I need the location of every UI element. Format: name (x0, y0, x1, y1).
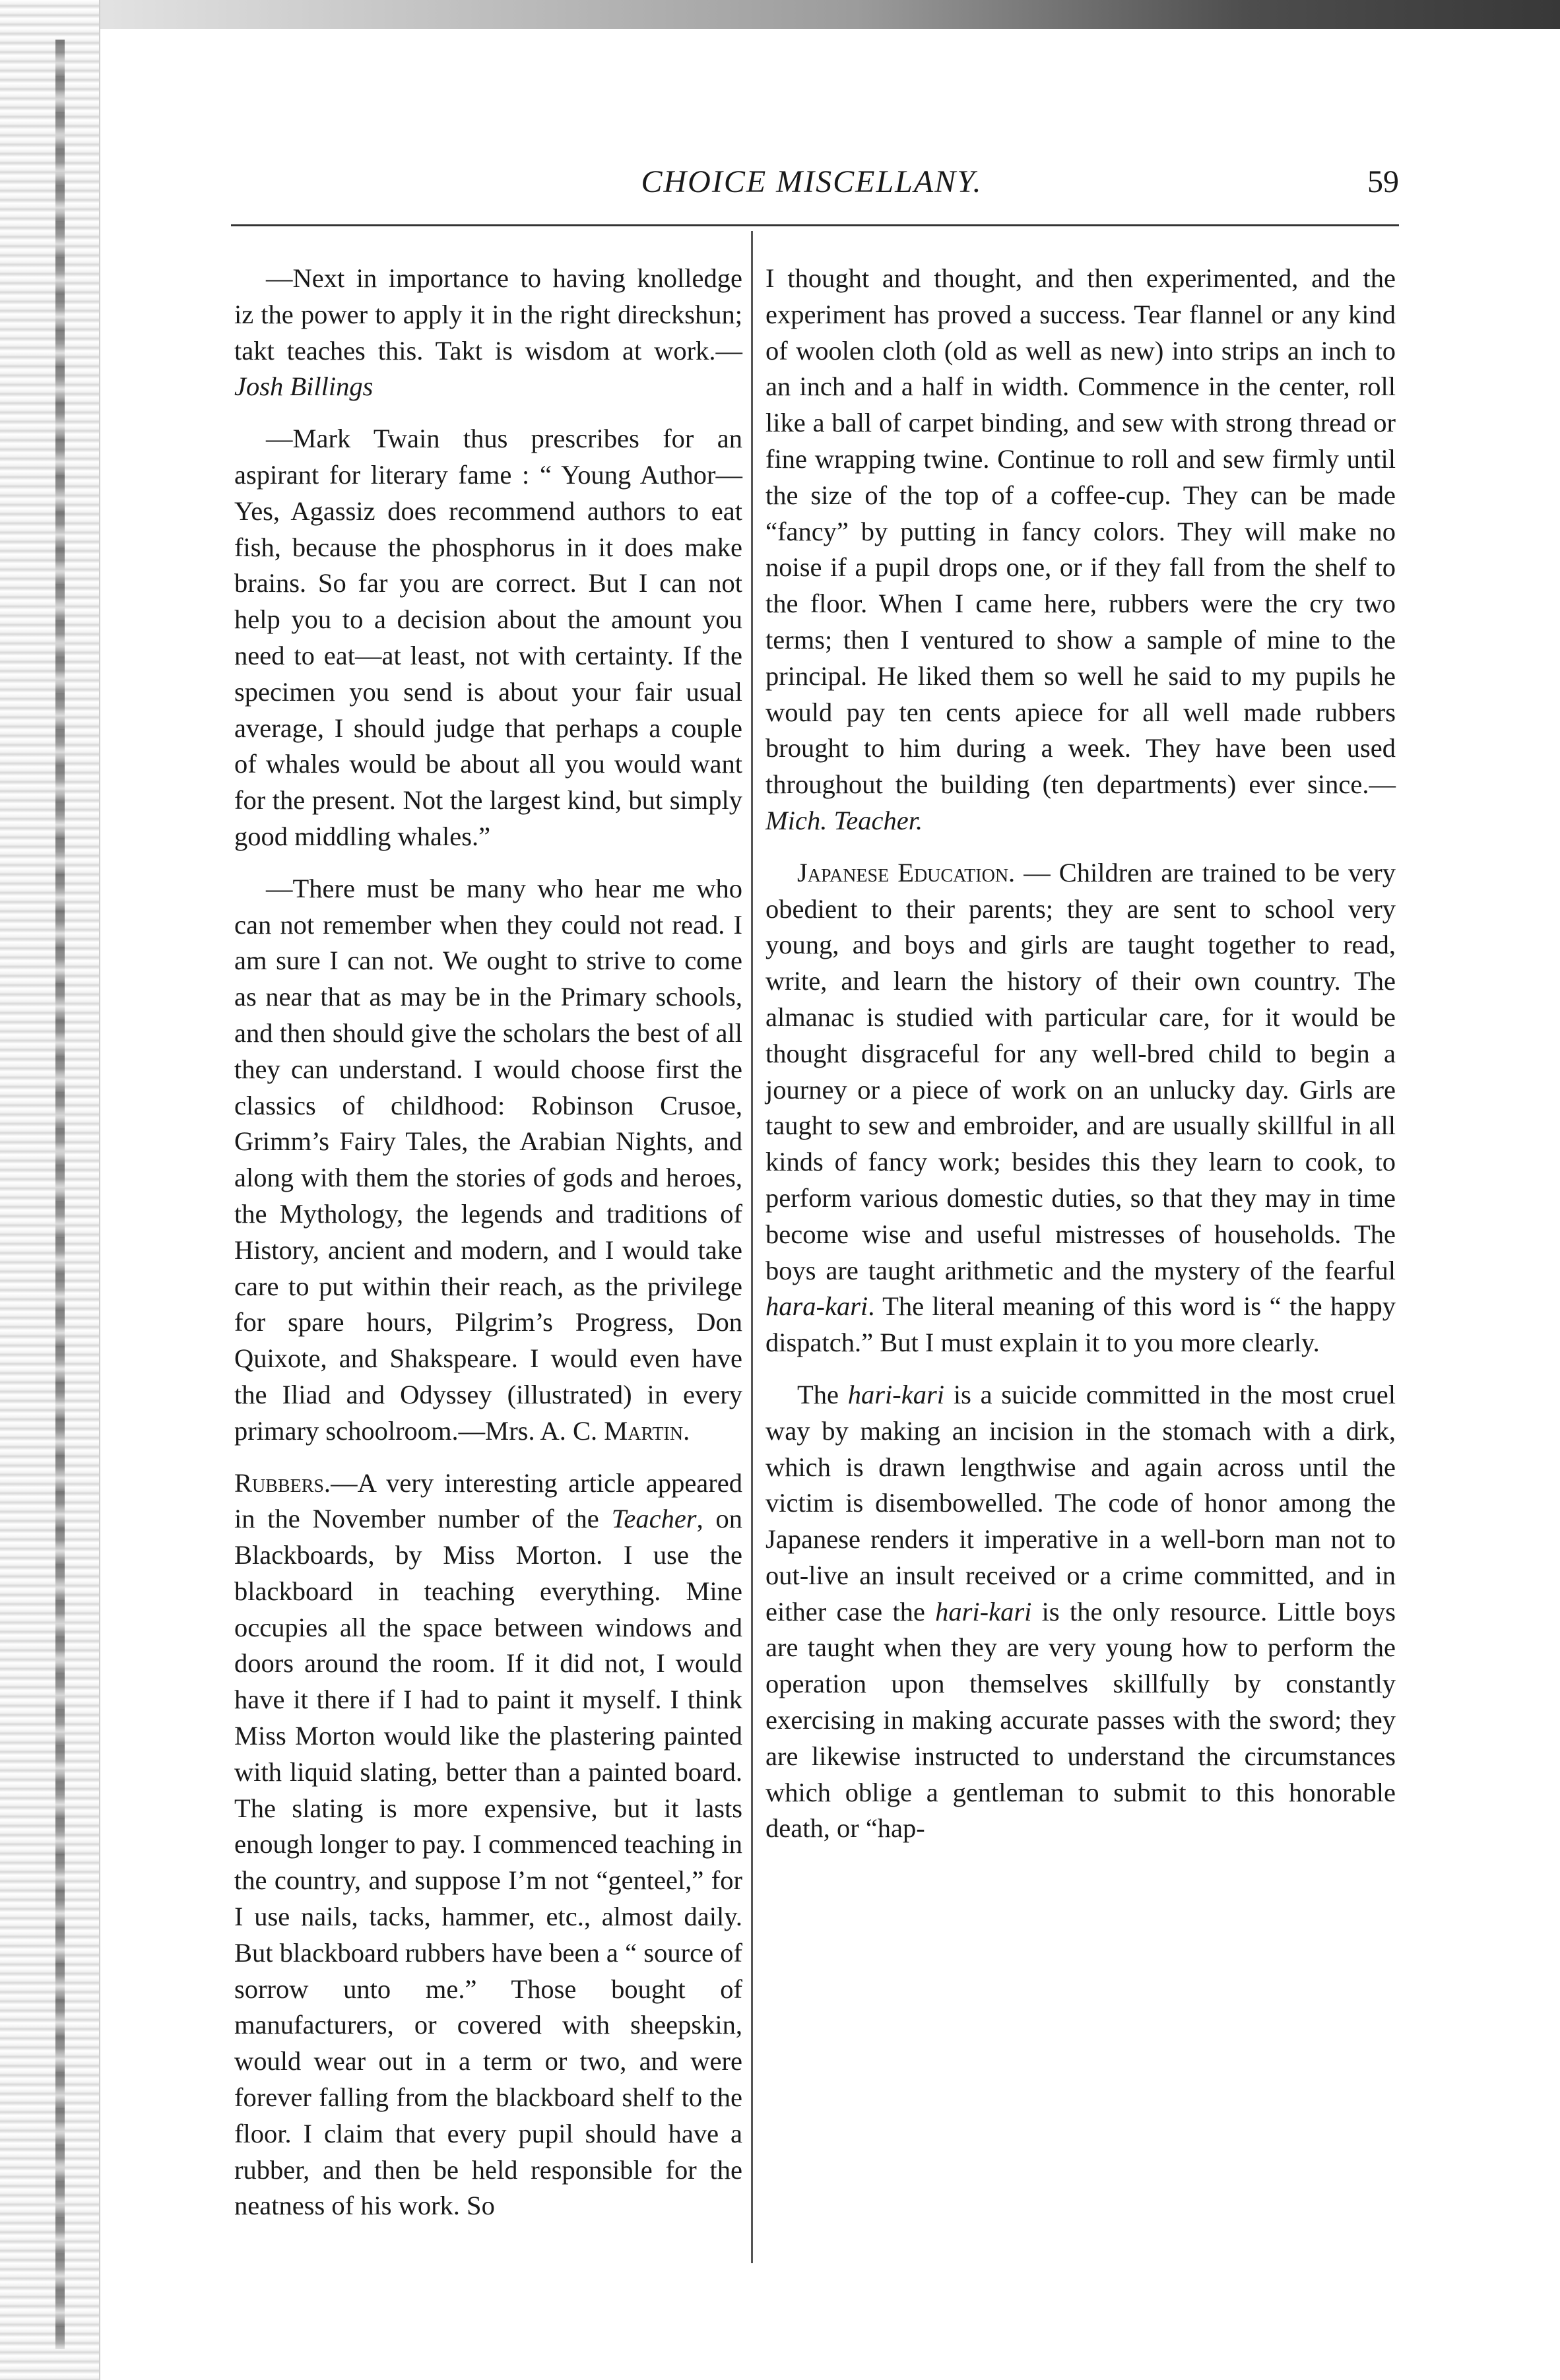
paragraph-hari-kari (765, 1377, 1396, 1847)
page-number: 59 (1367, 164, 1399, 199)
italic-teacher: Teacher (611, 1504, 697, 1534)
paragraph-text: —There must be many who hear me who can not remember when they could not read. I am sure I can not. We ought to strive to come as near that as may be in the Primary schools, and then should give the scholars the best of all they can understand. I would choose first the classics of childhood: Robinson Crusoe, Grimm’s Fairy Tales, the Arabian Nights, and along with them the stories of gods and heroes, the Mythology, the legends and traditions of History, ancient and modern, and I would take care to put within their reach, as the privilege for spare hours, Pilgrim’s Progress, Don Quixote, and Shakspeare. I would even have the Iliad and Odyssey (illustrated) in every primary schoolroom.—Mrs. A. C. (234, 873, 742, 1446)
paragraph-text: is the only resource. Little boys are taught when they are very young how to perform the operation upon themselves skillfully by constantly exercising in making accurate passes with the sword; they are likewise instructed to understand the circumstances which oblige a gentleman to submit to this honorable death, or “hap- (765, 1596, 1396, 1844)
left-column (234, 261, 742, 2240)
paragraph-text: — Children are trained to be very obedient to their parents; they are sent to school very young, and boys and girls are taught together to read, write, and learn the history of their own country. The almanac is studied with particular care, for it would be thought disgraceful for any well-bred child to begin a journey or a piece of work on an unlucky day. Girls are taught to sew and embroider, and are usually skillful in all kinds of fancy work; besides this they learn to cook, to perform various domestic duties, so that they may in time become wise and useful mistresses of households. The boys are taught arithmetic and the mystery of the fearful (765, 857, 1396, 1285)
paragraph-text: , on Blackboards, by Miss Morton. I use the blackboard in teaching everything. Mine occupies all the space between windows and doors around the room. If it did not, I would have it there if I had to paint it myself. I think Miss Morton would like the plastering painted with liquid slating, better than a painted board. The slating is more expensive, but it lasts enough longer to pay. I commenced teaching in the country, and suppose I’m not “genteel,” for I use nails, tacks, hammer, etc., almost daily. But blackboard rubbers have been a “ source of sorrow unto me.” Those bought of manufacturers, or covered with sheepskin, would wear out in a term or two, and were forever falling from the blackboard shelf to the floor. I claim that every pupil should have a rubber, and then be held responsible for the neatness of his work. So (234, 1504, 742, 2221)
heading-rubbers: Rubbers. (234, 1467, 331, 1498)
scan-binding-edge (0, 0, 100, 2380)
paragraph-rubbers-continued (765, 261, 1396, 839)
paragraph-rubbers (234, 1465, 742, 2225)
heading-japanese-education: Japanese Education. (797, 857, 1016, 887)
right-column (765, 261, 1396, 1863)
signature-martin: Martin. (604, 1415, 690, 1446)
italic-hari-kari: hari-kari (935, 1596, 1032, 1626)
paragraph-knowledge (234, 261, 742, 405)
paragraph-text: —Next in importance to having knolledge iz the power to apply it in the right direckshun; takt teaches this. Takt is wisdom at work.— (234, 263, 742, 366)
paragraph-text: I thought and thought, and then experimented, and the experiment has proved a success. Tear flannel or any kind of woolen cloth (old as well as new) into strips an inch to an inch and a half in width. Commence in the center, roll like a ball of carpet binding, and sew with strong thread or fine wrapping twine. Continue to roll and sew firmly until the size of the top of a coffee-cup. They can be made “fancy” by putting in fancy colors. They will make no noise if a pupil drops one, or if they fall from the shelf to the floor. When I came here, rubbers were the cry two terms; then I ventured to show a sample of mine to the principal. He liked them so well he said to my pupils he would pay ten cents apiece for all well made rubbers brought to him during a week. They have been used throughout the building (ten departments) ever since.— (765, 263, 1396, 800)
italic-hari-kari: hari-kari (847, 1379, 945, 1409)
header-rule (231, 224, 1399, 226)
paragraph-reading (234, 871, 742, 1450)
paragraph-japanese-education (765, 855, 1396, 1361)
signature-josh-billings: Josh Billings (234, 371, 374, 402)
running-title: CHOICE MISCELLANY. (641, 164, 983, 199)
paragraph-text: The (797, 1379, 848, 1409)
paragraph-text: —Mark Twain thus prescribes for an aspirant for literary fame : “ Young Author—Yes, Agassiz does recommend authors to eat fish, because the phosphorus in it does make brains. So far you are correct. But I can not help you to a decision about the amount you need to eat—at least, not with certainty. If the specimen you send is about your fair usual average, I should judge that perhaps a couple of whales would be about all you would want for the present. Not the largest kind, but simply good middling whales.” (234, 424, 742, 851)
paragraph-text: —A very interesting article appeared in the November number of the (234, 1467, 742, 1534)
column-divider (751, 231, 753, 2263)
paragraph-text: is a suicide committed in the most cruel way by making an incision in the stomach with a dirk, which is drawn lengthwise and again across until the victim is disembowelled. The code of honor among the Japanese renders it imperative in a well-born man not to out-live an insult received or a crime committed, and in either case the (765, 1379, 1396, 1626)
page-header (224, 164, 1399, 210)
scan-top-edge (0, 0, 1560, 29)
italic-hara-kari: hara-kari (765, 1291, 868, 1322)
paragraph-text: . The literal meaning of this word is “ the happy dispatch.” But I must explain it to you more clearly. (765, 1291, 1396, 1358)
signature-mich-teacher: Mich. Teacher. (765, 805, 923, 835)
paragraph-mark-twain (234, 421, 742, 855)
binding-shadow (55, 40, 65, 2349)
